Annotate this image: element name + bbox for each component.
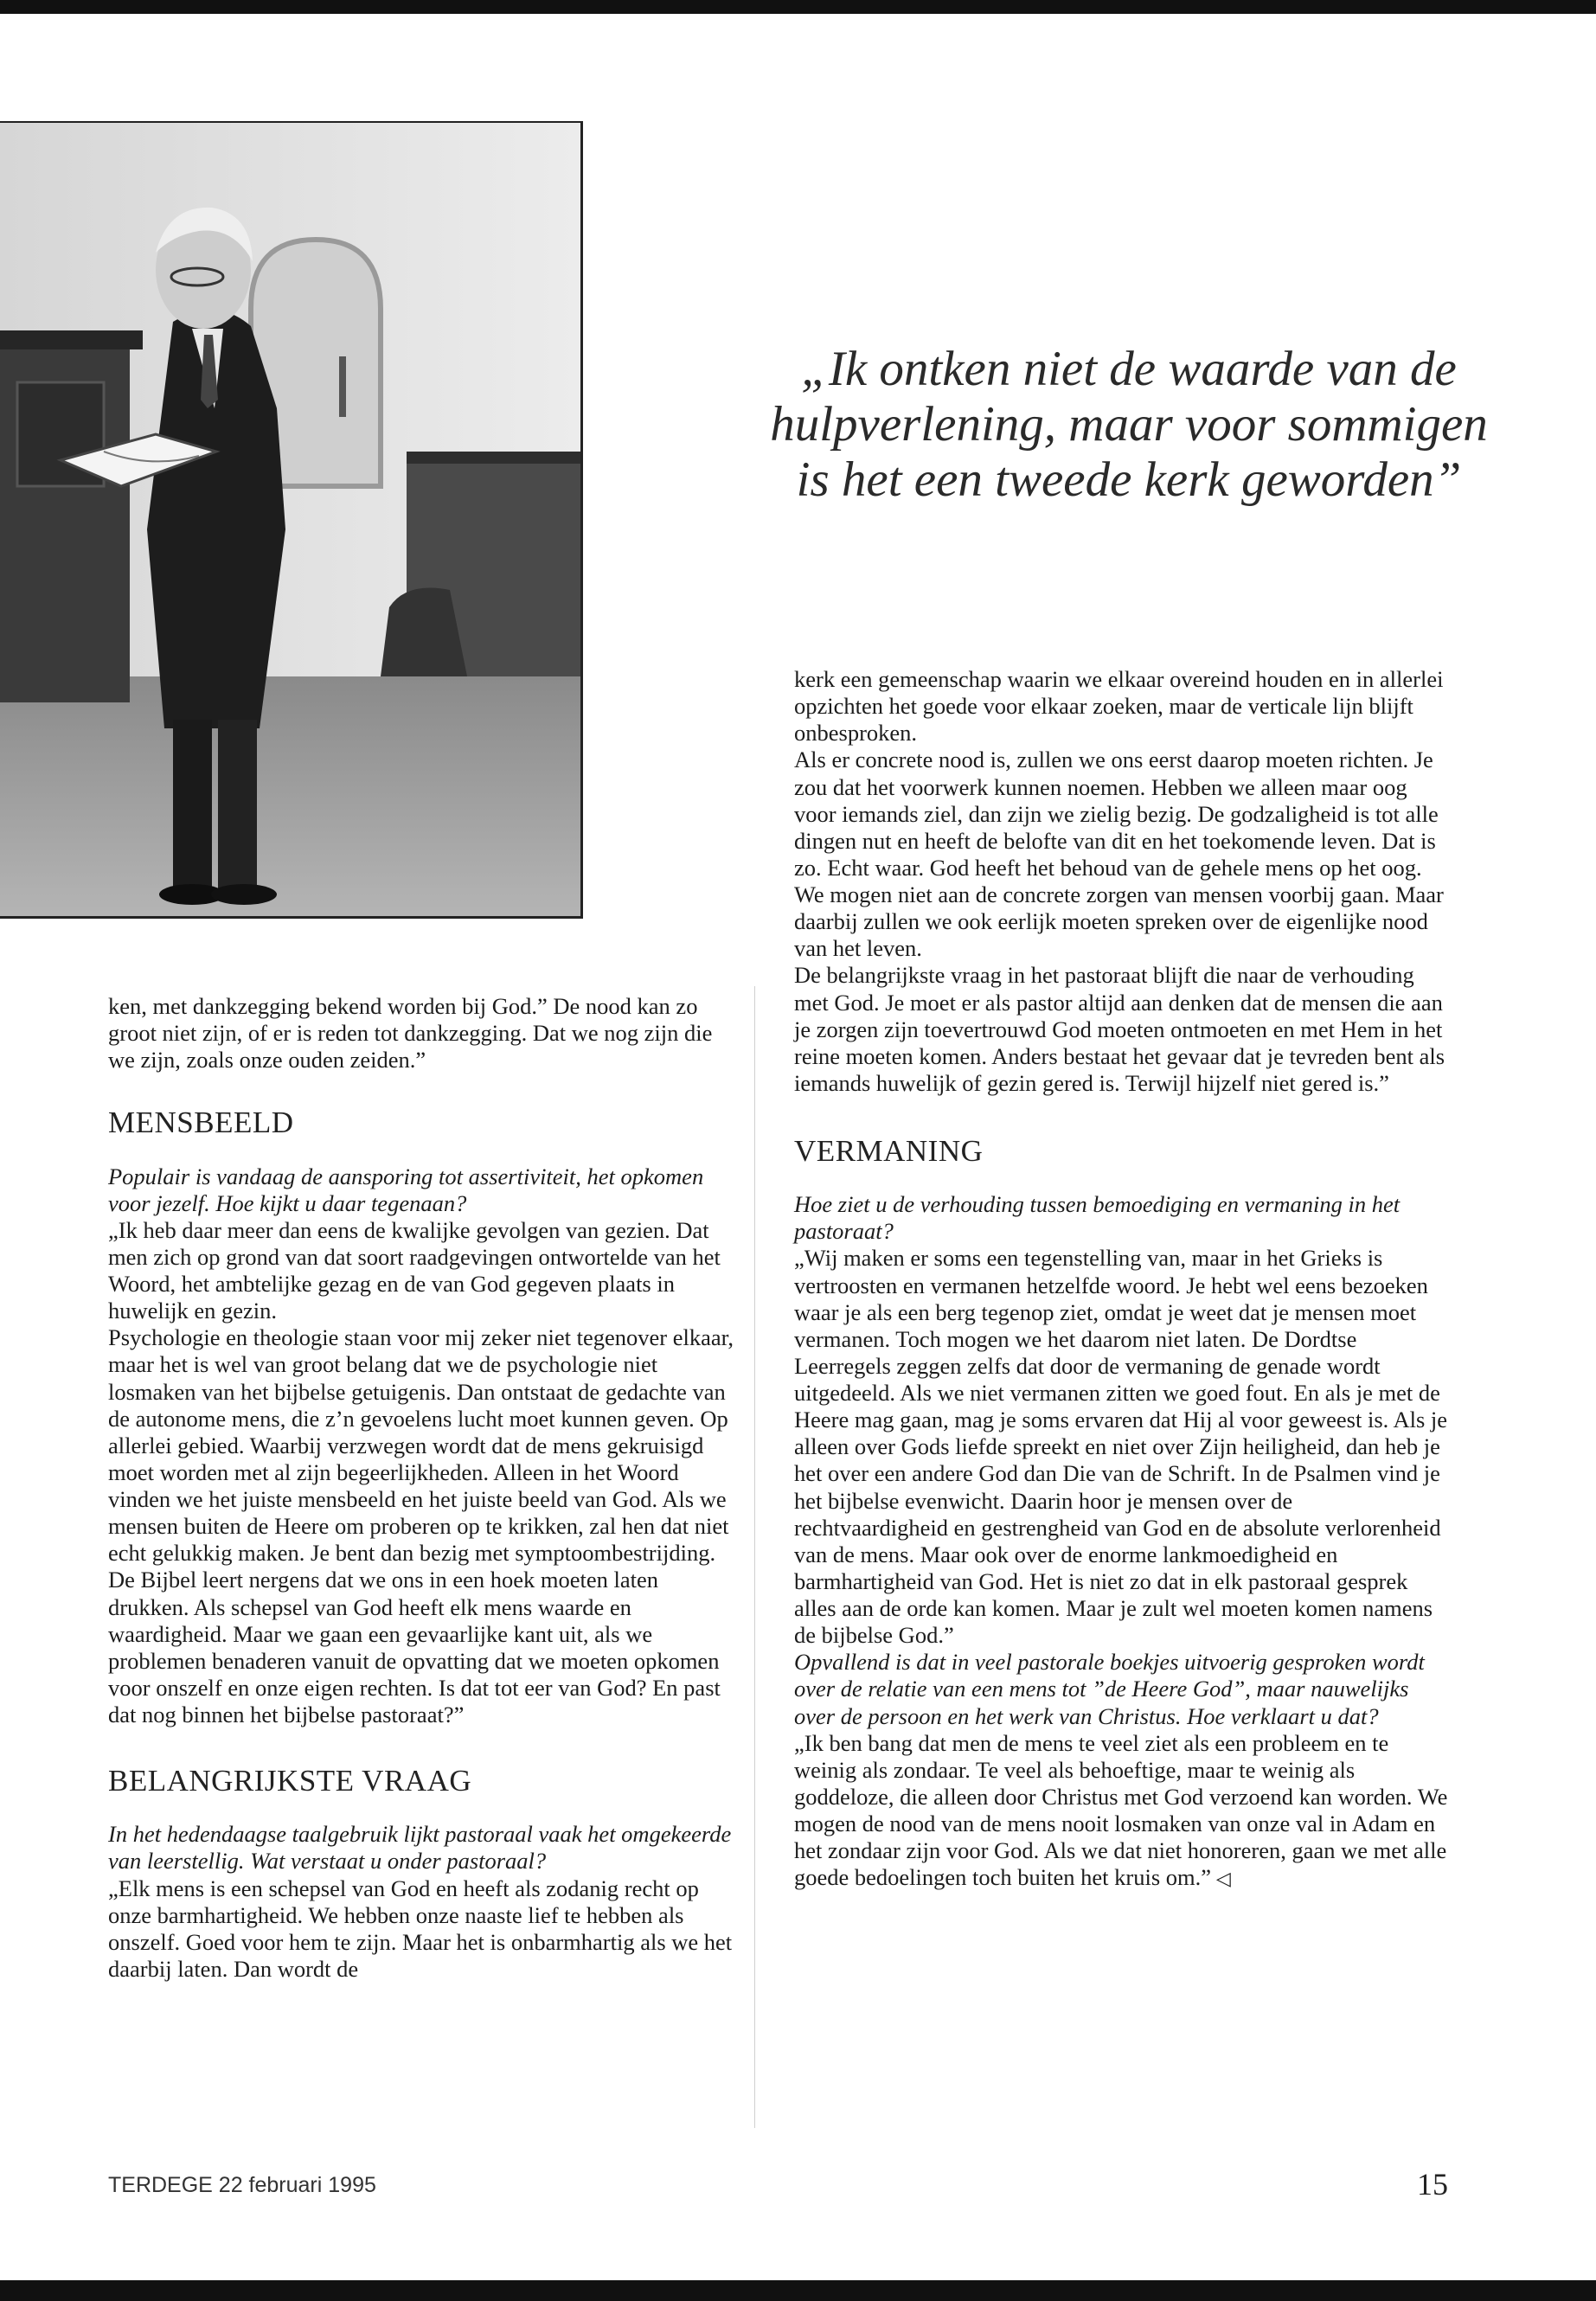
paragraph: Als er concrete nood is, zullen we ons eerst daarop moeten richten. Je zou dat het voorwerk kunnen noemen. Hebben we alleen maar oog voor iemands ziel, dan zijn we zielig bezig. De godzaligheid is tot alle dingen nut en heeft de belofte van dit en het toekomende leven. Dat is zo. Echt waar. God heeft het behoud van de gehele mens op het oog. We mogen niet aan de concrete zorgen van mensen voorbij gaan. Maar daarbij zullen we ook eerlijk moeten spreken over de eigenlijke nood van het leven. bbox=[794, 747, 1444, 962]
left-column bbox=[108, 993, 735, 1983]
paragraph: De Bijbel leert nergens dat we ons in een hoek moeten laten drukken. Als schepsel van God heeft elk mens waarde en waardigheid. Maar we gaan een gevaarlijke kant uit, als we problemen benaderen vanuit de opvatting dat we moeten opkomen voor onszelf en onze eigen rechten. Is dat tot eer van God? En past dat nog binnen het bijbelse pastoraat?” bbox=[108, 1567, 721, 1727]
paragraph: De belangrijkste vraag in het pastoraat blijft die naar de verhouding met God. Je moet er als pastor altijd aan denken dat de mensen die aan je zorgen zijn toevertrouwd God moeten ontmoeten en met Hem in het reine moeten komen. Anders bestaat het gevaar dat je tevreden bent als iemands huwelijk of gezin gered is. Terwijl hijzelf niet gered is.” bbox=[794, 962, 1445, 1096]
section-heading-mensbeeld: MENSBEELD bbox=[108, 1106, 294, 1140]
paragraph: kerk een gemeenschap waarin we elkaar overeind houden en in allerlei opzichten het goede voor elkaar zoeken, maar de verticale lijn blijft onbesproken. bbox=[794, 666, 1444, 747]
section-heading-vermaning: VERMANING bbox=[794, 1134, 984, 1168]
bottom-border bbox=[0, 2280, 1596, 2301]
page-number: 15 bbox=[1417, 2167, 1448, 2202]
right-column bbox=[794, 666, 1452, 1891]
end-of-article-mark: ◁ bbox=[1216, 1868, 1231, 1890]
paragraph: Psychologie en theologie staan voor mij zeker niet tegenover elkaar, maar het is wel van groot belang dat we de psychologie niet losmaken van het bijbelse getuigenis. Dan ontstaat de gedachte van de autonome mens, die z’n gevoelens lucht moet kunnen geven. Op allerlei gebied. Waarbij verzwegen wordt dat de mens gekruisigd moet worden met al zijn begeerlijkheden. Alleen in het Woord vinden we het juiste mensbeeld en het juiste beeld van God. Als we mensen buiten de Heere om proberen op te krikken, zal hen dat niet echt gelukkig maken. Je bent dan bezig met symptoombestrijding. bbox=[108, 1324, 734, 1567]
interview-question: Hoe ziet u de verhouding tussen bemoediging en vermaning in het pastoraat? bbox=[794, 1191, 1401, 1245]
pull-quote: „Ik ontken niet de waarde van de hulpverlening, maar voor sommigen is het een tweede kerk geworden” bbox=[770, 342, 1488, 507]
photo-man-reading-bible bbox=[0, 121, 583, 919]
photo-illustration bbox=[0, 123, 583, 919]
paragraph-text: „Ik ben bang dat men de mens te veel ziet als een probleem en te weinig als zondaar. Te veel als behoeftige, maar te weinig als goddeloze, die alleen door Christus met God verzoend kan worden. We mogen de nood van de mens nooit losmaken van onze val in Adam en het zondaar zijn voor God. Als we dat niet honoreren, gaan we met alle goede bedoelingen toch buiten het kruis om.” bbox=[794, 1729, 1448, 1891]
publication-date: TERDEGE 22 februari 1995 bbox=[108, 2173, 376, 2197]
top-border bbox=[0, 0, 1596, 14]
section-heading-belangrijkste-vraag: BELANGRIJKSTE VRAAG bbox=[108, 1764, 472, 1798]
paragraph: „Elk mens is een schepsel van God en heeft als zodanig recht op onze barmhartigheid. We hebben onze naaste lief te hebben als onszelf. Goed voor hem te zijn. Maar het is onbarmhartig als we het daarbij laten. Dan wordt de bbox=[108, 1875, 733, 1982]
paragraph: ken, met dankzegging bekend worden bij God.” De nood kan zo groot niet zijn, of er is reden tot dankzegging. Dat we nog zijn die we zijn, zoals onze ouden zeiden.” bbox=[108, 993, 713, 1074]
column-divider bbox=[754, 986, 755, 2128]
paragraph: „Wij maken er soms een tegenstelling van, maar in het Grieks is vertroosten en vermanen hetzelfde woord. Je hebt wel eens bezoeken waar je als een berg tegenop ziet, omdat je weet dat je mensen moet vermanen. Toch mogen we het daarom niet laten. De Dordtse Leerregels zeggen zelfs dat door de vermaning de genade wordt uitgedeeld. Als we niet vermanen zitten we goed fout. En als je met de Heere mag gaan, mag je soms ervaren dat Hij al voor geweest is. Als je alleen over Gods liefde spreekt en niet over Zijn heiligheid, dan heb je het over een andere God dan Die van de Schrift. In de Psalmen vind je het bijbelse evenwicht. Daarin hoor je mensen over de rechtvaardigheid en gestrengheid van God en de absolute verlorenheid van de mens. Maar ook over de enorme lankmoedigheid en barmhartigheid van God. Het is niet zo dat in elk pastoraal gesprek alles aan de orde kan komen. Maar je zult wel moeten komen namens de bijbelse God.” bbox=[794, 1245, 1448, 1649]
interview-question: Opvallend is dat in veel pastorale boekjes uitvoerig gesproken wordt over de relatie van een mens tot ”de Heere God”, maar nauwelijks over de persoon en het werk van Christus. Hoe verklaart u dat? bbox=[794, 1649, 1425, 1729]
paragraph: „Ik heb daar meer dan eens de kwalijke gevolgen van gezien. Dat men zich op grond van dat soort raadgevingen ontwortelde van het Woord, het ambtelijke gezag en de van God gegeven plaats in huwelijk en gezin. bbox=[108, 1216, 721, 1324]
paragraph bbox=[794, 1730, 1452, 1892]
interview-question: In het hedendaagse taalgebruik lijkt pastoraal vaak het omgekeerde van leerstellig. Wat verstaat u onder pastoraal? bbox=[108, 1821, 732, 1875]
interview-question: Populair is vandaag de aansporing tot assertiviteit, het opkomen voor jezelf. Hoe kijkt u daar tegenaan? bbox=[108, 1163, 704, 1216]
